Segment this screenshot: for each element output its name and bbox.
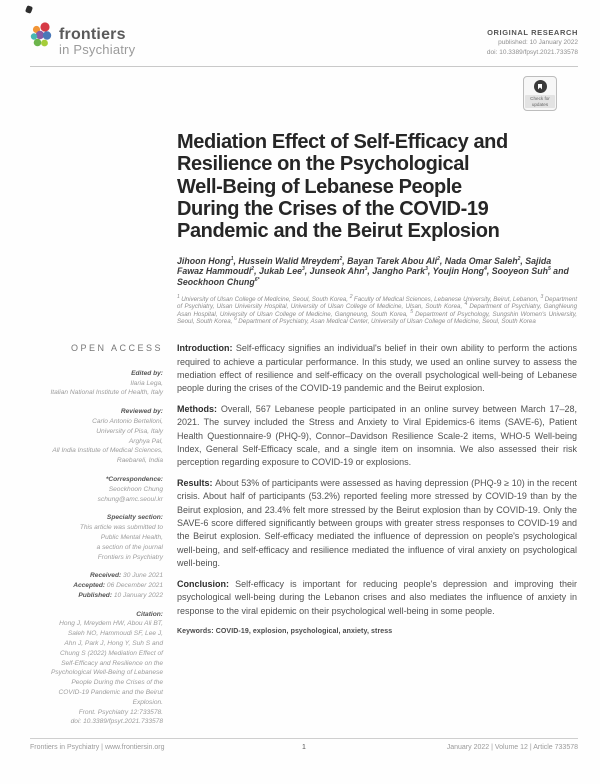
sidebar-line: Front. Psychiatry 12:733578. <box>78 708 163 716</box>
sidebar-blocks <box>30 369 163 728</box>
frontiers-logo[interactable] <box>30 22 135 57</box>
open-access-label: OPEN ACCESS <box>70 342 163 353</box>
sidebar-block-label: Reviewed by: <box>120 408 163 416</box>
sidebar-line: Raebareli, India <box>116 457 163 465</box>
logo-brand: frontiers <box>59 26 126 43</box>
logo-text <box>59 22 135 57</box>
sidebar-line: This article was submitted to <box>79 524 163 532</box>
doi-link[interactable]: doi: 10.3389/fpsyt.2021.733578 <box>486 49 578 56</box>
sidebar-line: a section of the journal <box>96 543 163 551</box>
sidebar-block-label: *Correspondence: <box>105 475 163 483</box>
sidebar-line: doi: 10.3389/fpsyt.2021.733578 <box>70 718 163 726</box>
sidebar-line: All India Institute of Medical Sciences, <box>52 447 163 455</box>
sidebar-line: Chung S (2022) Mediation Effect of <box>60 649 163 657</box>
abstract <box>177 342 577 618</box>
sidebar-line: Italian National Institute of Health, Italy <box>50 389 163 397</box>
content-area <box>0 131 600 737</box>
header-divider <box>30 66 578 67</box>
sidebar-block <box>30 475 163 504</box>
sidebar-line: Carlo Antonio Bertelloni, <box>92 417 163 425</box>
sidebar-line: COVID-19 Pandemic and the Beirut <box>58 689 163 697</box>
article-meta <box>487 22 578 58</box>
article-info-sidebar <box>30 131 163 737</box>
abstract-paragraph: Conclusion: Self-efficacy is important for reducing people's depression and improving their psychological well-being during the Lebanon crises and also mediates the influence of anxiety in response to the viral epidemic on their psychological well-being in some people. <box>177 578 577 616</box>
published-date: published: 10 January 2022 <box>498 39 578 47</box>
bookmark-icon <box>538 84 542 90</box>
sidebar-block <box>30 369 163 398</box>
page-footer <box>30 738 578 751</box>
article-main-column <box>177 131 577 737</box>
sidebar-line: Frontiers in Psychiatry <box>97 553 163 561</box>
check-for-updates-badge[interactable] <box>523 76 557 111</box>
sidebar-date-line: Accepted: 06 December 2021 <box>73 582 163 590</box>
sidebar-line: Saleh NO, Hammoudi SF, Lee J, <box>67 630 163 638</box>
title-line: Mediation Effect of Self-Efficacy and <box>177 130 508 153</box>
logo-journal-name: in Psychiatry <box>59 42 136 57</box>
title-line: Pandemic and the Beirut Explosion <box>177 220 500 243</box>
sidebar-line: Ilaria Lega, <box>130 379 163 387</box>
abstract-paragraph: Methods: Overall, 567 Lebanese people participated in an online survey between March 17–28, 2021. The survey included the Stress and Anxiety to Viral Epidemics-6 items (SAVE-6), Patient Health Questionnaire-9 (PHQ-9), Connor–Davidson Resilience Scale-2 items, WHO-5 Well-being Index, General Self-Efficacy scale, and a single item on insomnia. We also assessed their risk perception regarding exposure to COVID-19 or explosions. <box>177 403 578 468</box>
sidebar-line: University of Pisa, Italy <box>96 427 163 435</box>
sidebar-date-line: Published: 10 January 2022 <box>78 591 163 599</box>
abstract-paragraph: Introduction: Self-efficacy signifies an individual's belief in their own ability to perform the actions required to achieve a particular performance. In this study, we used an online survey to assess the mediation effect of resilience and self-efficacy on the overall psychological well-being of Lebanese people during the crises of the COVID-19 pandemic and the Beirut explosion. <box>177 343 577 394</box>
sidebar-block-label: Specialty section: <box>106 514 163 522</box>
sidebar-block <box>30 571 163 600</box>
sidebar-block <box>30 610 163 728</box>
sidebar-line: Public Mental Health, <box>100 533 163 541</box>
frontiers-logo-icon <box>30 22 54 50</box>
title-line: During the Crises of the COVID-19 <box>177 197 489 220</box>
article-type-label: ORIGINAL RESEARCH <box>487 28 578 37</box>
keywords-line: Keywords: COVID-19, explosion, psychological, anxiety, stress <box>177 627 393 635</box>
page-number: 1 <box>302 744 306 751</box>
affiliation-list: $^1$ University of Ulsan College of Medicine, Seoul, South Korea, $^2$ Faculty of Medical Sciences, Lebanese University, Beirut, Lebanon, $^3$ Department of Psychiatry, Ulsan University Hospital, University of Ulsan College of Medicine, Ulsan, South Korea, $^4$ Department of Psychiatry, GangNeung Asan Hospital, University of Ulsan College of Medicine, Gangneung, South Korea, $^5$ Department of Psychology, Sungshin Women's University, Seoul, South Korea, $^6$ Department of Psychiatry, Asan Medical Center, University of Ulsan College of Medicine, Seoul, South Korea <box>177 293 578 325</box>
sidebar-line: Psychological Well-Being of Lebanese <box>50 669 163 677</box>
article-title <box>177 131 577 243</box>
sidebar-block <box>30 407 163 466</box>
sidebar-line: Arghya Pal, <box>128 437 163 445</box>
title-line: Well-Being of Lebanese People <box>177 175 462 198</box>
sidebar-line[interactable]: schung@amc.seoul.kr <box>97 495 163 503</box>
author-list: Jihoon Hong$^1$, Hussein Walid Mreydem$^2$, Bayan Tarek Abou Ali$^2$, Nada Omar Saleh$^2$, Sajida Fawaz Hammoudi$^2$, Jukab Lee$^3$, Junseok Ahn$^3$, Jangho Park$^3$, Youjin Hong$^4$, Sooyeon Suh$^5$ and Seockhoon Chung$^{6*}$ <box>177 255 569 287</box>
sidebar-line: People During the Crises of the <box>71 679 163 687</box>
sidebar-line: Hong J, Mreydem HW, Abou Ali BT, <box>59 620 163 628</box>
abstract-paragraph: Results: About 53% of participants were assessed as having depression (PHQ-9 ≥ 10) in the recent crisis. About half of participants (53.2%) reported feeling more stressed by COVID-19 than by the Beirut explosion, and 23.4% felt more stressed by the Beirut explosion than by COVID-19. Only the SAVE-6 score differed significantly between groups with greater stress responses to COVID-19 and the Beirut explosion. Self-efficacy mediated the influence of depression on people's psychological well-being, and self-efficacy and resilience mediated the influence of viral anxiety on psychological well-being. <box>177 477 577 569</box>
page-header <box>0 0 600 58</box>
sidebar-block-label: Edited by: <box>131 369 163 377</box>
footer-issue-info: January 2022 | Volume 12 | Article 733578 <box>446 744 578 751</box>
title-line: Resilience on the Psychological <box>177 153 470 176</box>
sidebar-block <box>30 513 163 562</box>
footer-journal-url[interactable]: Frontiers in Psychiatry | www.frontiersin.org <box>30 744 165 751</box>
sidebar-line: Seockhoon Chung <box>108 485 163 493</box>
sidebar-block-label: Citation: <box>136 610 163 618</box>
sidebar-line: Ahn J, Park J, Hong Y, Suh S and <box>64 640 163 648</box>
check-updates-label: Check for updates <box>525 95 555 108</box>
sidebar-line: Self-Efficacy and Resilience on the <box>61 659 163 667</box>
crossmark-icon <box>534 80 547 93</box>
sidebar-line: Explosion. <box>132 698 163 706</box>
sidebar-date-line: Received: 30 June 2021 <box>90 572 163 580</box>
